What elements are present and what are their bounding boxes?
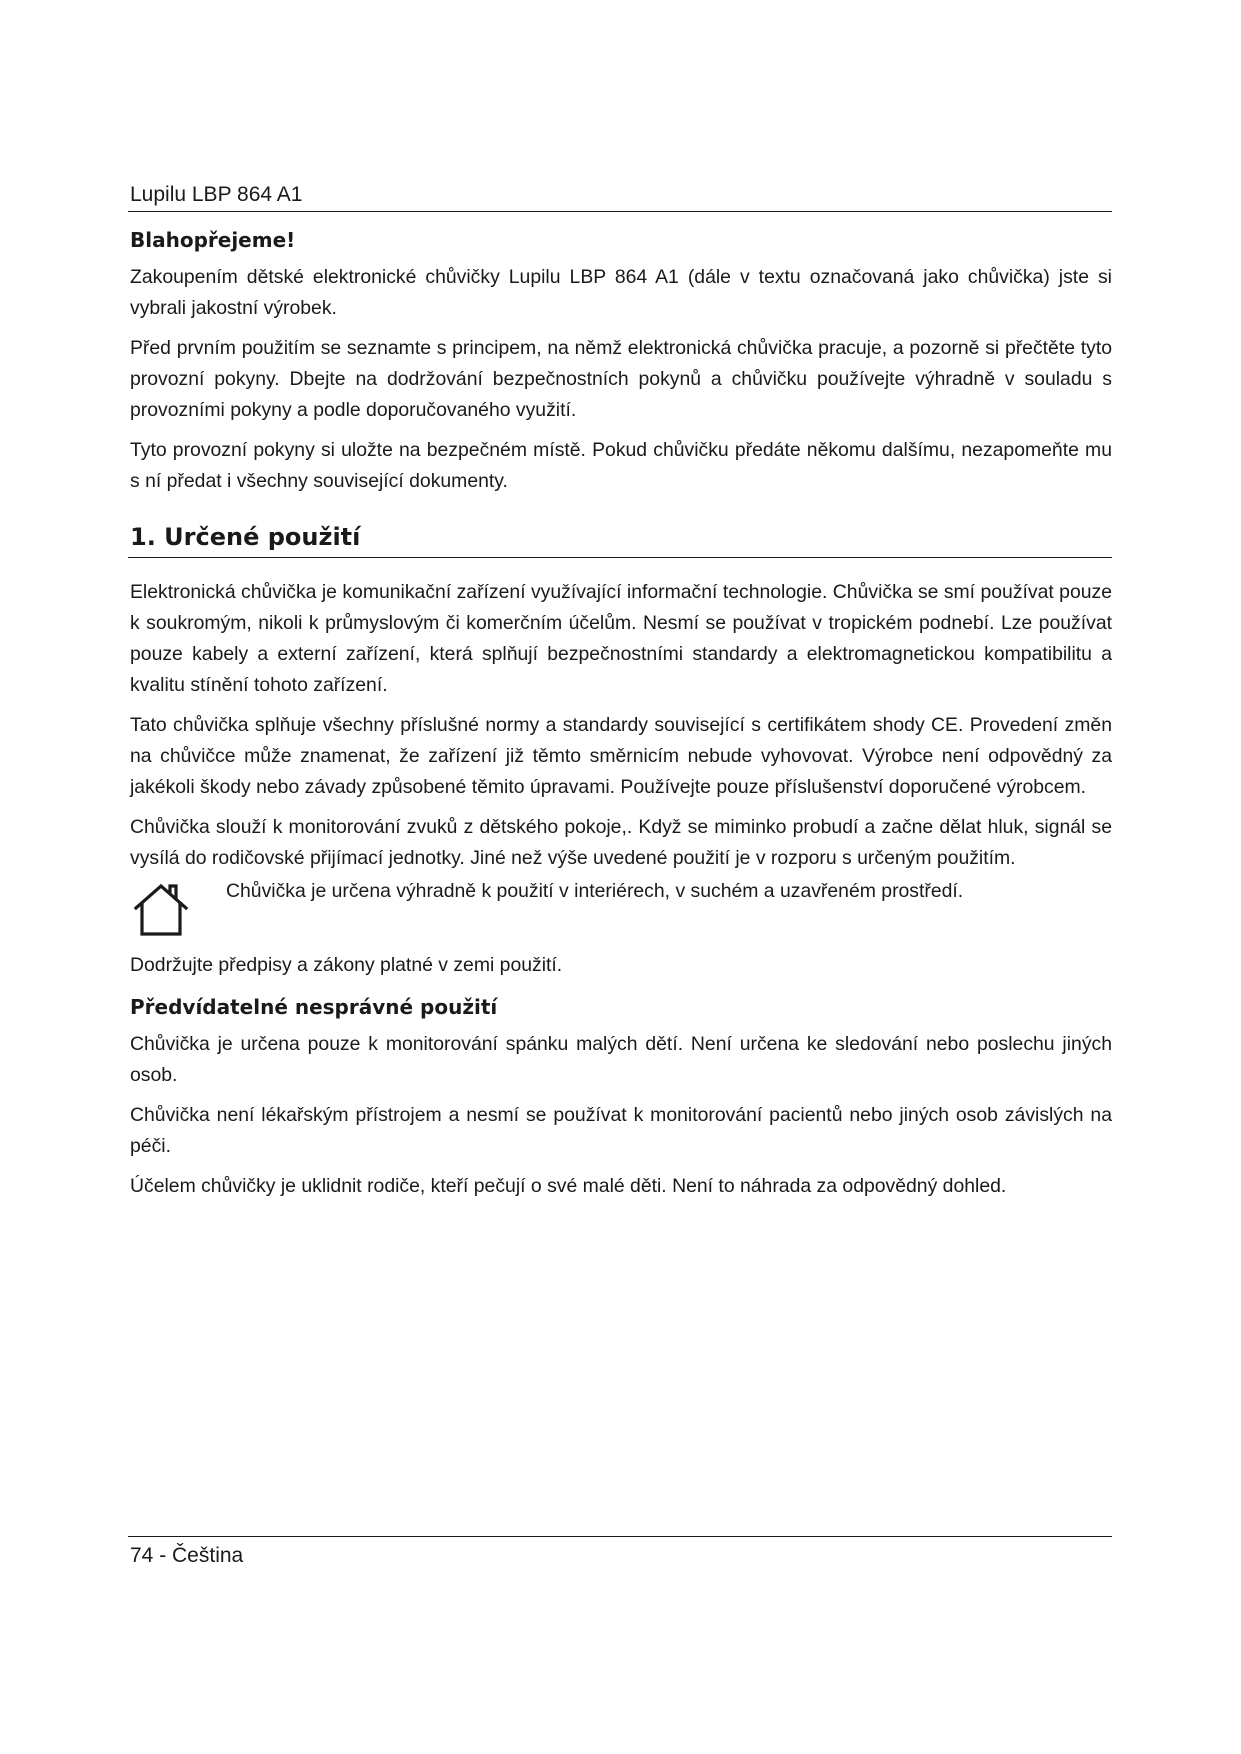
house-icon <box>130 882 192 938</box>
intro-paragraph-3: Tyto provozní pokyny si uložte na bezpečném místě. Pokud chůvičku předáte někomu dalšímu, nezapomeňte mu s ní předat i všechny související dokumenty. <box>130 439 1112 492</box>
regulations-paragraph: Dodržujte předpisy a zákony platné v zemi použití. <box>130 954 563 976</box>
intended-use-paragraph-1: Elektronická chůvička je komunikační zařízení využívající informační technologie. Chůvička se smí používat pouze k soukromým, nikoli k průmyslovým či komerčním účelům. Nesmí se používat v tropickém podnebí. Lze používat pouze kabely a externí zařízení, která splňují bezpečnostními standardy a elektromagnetickou kompatibilitu a kvalitu stínění tohoto zařízení. <box>130 581 1112 696</box>
intro-heading: Blahopřejeme! <box>130 228 296 252</box>
intro-paragraph-2: Před prvním použitím se seznamte s principem, na němž elektronická chůvička pracuje, a pozorně si přečtěte tyto provozní pokyny. Dbejte na dodržování bezpečnostních pokynů a chůvičku používejte výhradně v souladu s provozními pokyny a podle doporučovaného využití. <box>130 337 1112 421</box>
intended-use-paragraph-2: Tato chůvička splňuje všechny příslušné normy a standardy související s certifikátem shody CE. Provedení změn na chůvičce může znamenat, že zařízení již těmto směrnicím nebude vyhovovat. Výrobce není odpovědný za jakékoli škody nebo závady způsobené těmito úpravami. Používejte pouze příslušenství doporučené výrobcem. <box>130 714 1112 798</box>
misuse-heading: Předvídatelné nesprávné použití <box>130 995 498 1019</box>
page-footer: 74 - Čeština <box>128 1536 1112 1566</box>
misuse-paragraph-2: Chůvička není lékařským přístrojem a nesmí se používat k monitorování pacientů nebo jiných osob závislých na péči. <box>130 1104 1112 1157</box>
running-header: Lupilu LBP 864 A1 <box>128 184 1112 212</box>
misuse-paragraph-3: Účelem chůvičky je uklidnit rodiče, kteří pečují o své malé děti. Není to náhrada za odpovědný dohled. <box>130 1175 1007 1197</box>
page-content <box>128 184 1112 1202</box>
intended-use-paragraph-3: Chůvička slouží k monitorování zvuků z dětského pokoje,. Když se miminko probudí a začne dělat hluk, signál se vysílá do rodičovské přijímací jednotky. Jiné než výše uvedené použití je v rozporu s určeným použitím. <box>130 816 1112 869</box>
section-heading-intended-use: 1. Určené použití <box>128 525 1112 558</box>
indoor-use-text: Chůvička je určena výhradně k použití v interiérech, v suchém a uzavřeném prostředí. <box>226 880 964 902</box>
intro-paragraph-1: Zakoupením dětské elektronické chůvičky Lupilu LBP 864 A1 (dále v textu označovaná jako chůvička) jste si vybrali jakostní výrobek. <box>130 266 1112 319</box>
misuse-paragraph-1: Chůvička je určena pouze k monitorování spánku malých dětí. Není určena ke sledování nebo poslechu jiných osob. <box>130 1033 1112 1086</box>
indoor-use-note <box>128 882 1112 938</box>
